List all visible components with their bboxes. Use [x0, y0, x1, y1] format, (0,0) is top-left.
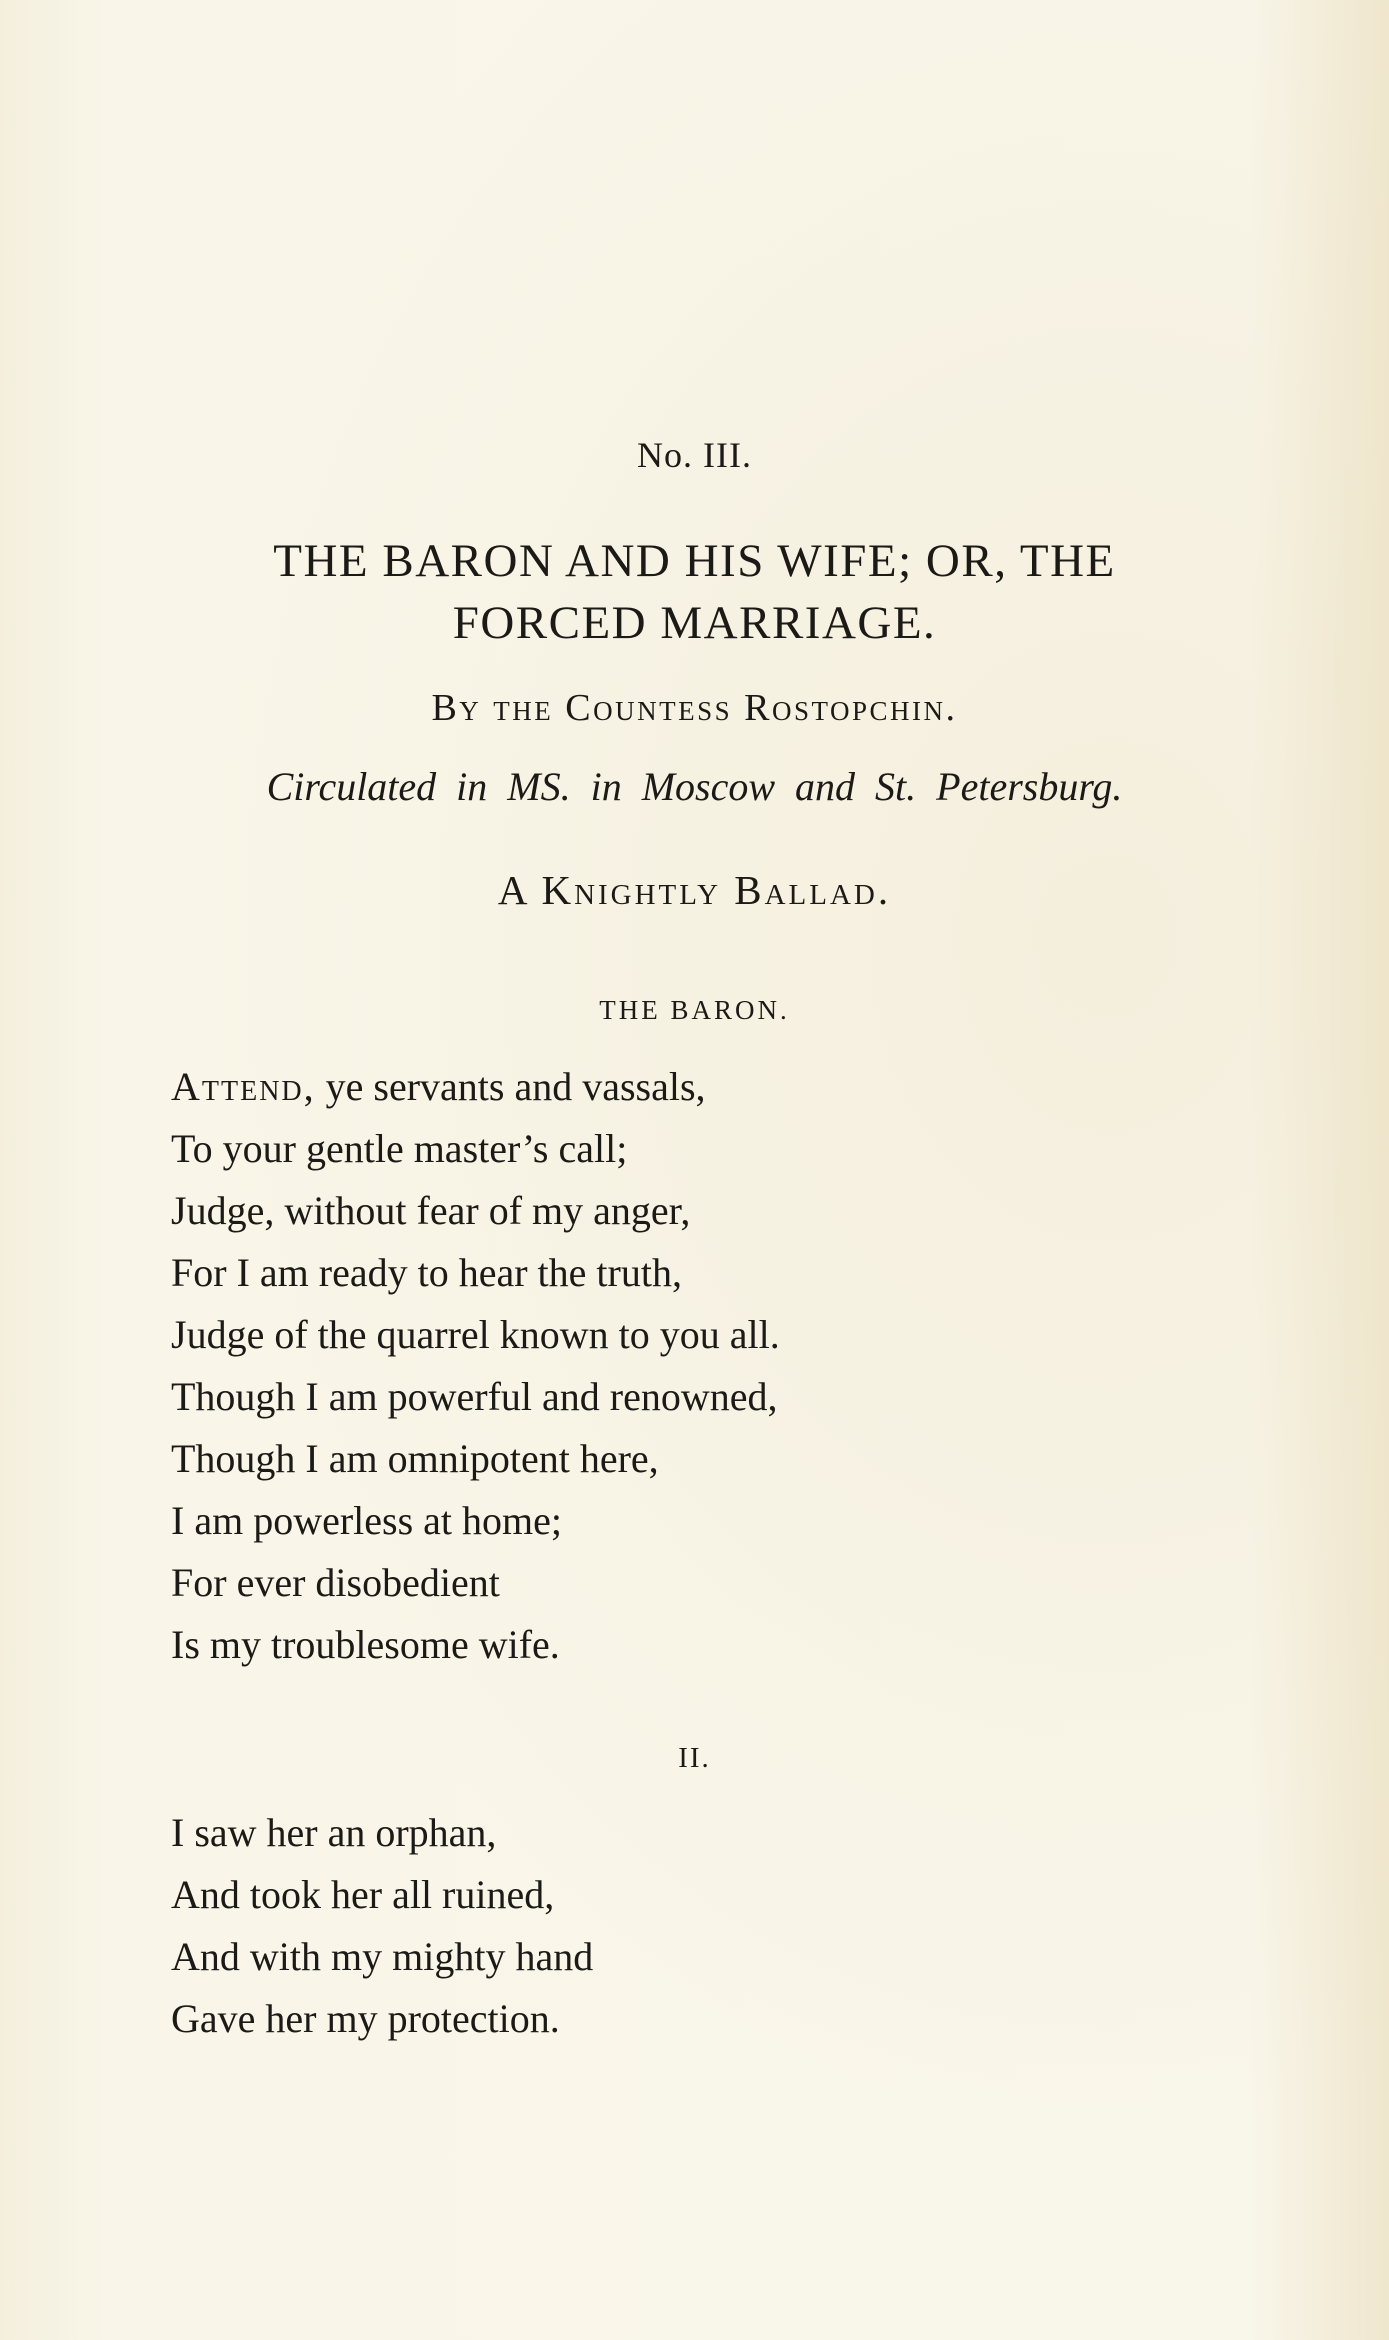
ballad-subtitle: A Knightly Ballad. [497, 867, 892, 913]
verse-line [171, 1056, 780, 1118]
verse-line: For I am ready to hear the truth, [171, 1250, 682, 1295]
verse-line: I saw her an orphan, [171, 1810, 497, 1855]
stanza-number: II. [678, 1742, 711, 1774]
verse-line: I am powerless at home; [171, 1498, 562, 1543]
speaker-heading: THE BARON. [599, 995, 790, 1025]
stanza-1 [171, 1056, 780, 1676]
verse-line-text: ye servants and vassals, [315, 1064, 706, 1109]
title-line-1: THE BARON AND HIS WIFE; OR, THE [273, 535, 1116, 587]
verse-line: Judge of the quarrel known to you all. [171, 1312, 780, 1357]
verse-line: To your gentle master’s call; [171, 1126, 628, 1171]
opening-word: Attend, [171, 1064, 316, 1109]
verse-line: Judge, without fear of my anger, [171, 1188, 691, 1233]
verse-line: Though I am powerful and renowned, [171, 1374, 778, 1419]
author-line: By the Countess Rostopchin. [431, 687, 958, 729]
verse-line: Gave her my protection. [171, 1996, 560, 2041]
ballad-title [0, 530, 1389, 654]
verse-line: And took her all ruined, [171, 1872, 555, 1917]
verse-line: And with my mighty hand [171, 1934, 594, 1979]
verse-line: For ever disobedient [171, 1560, 500, 1605]
chapter-number: No. III. [637, 435, 752, 475]
verse-line: Is my troublesome wife. [171, 1622, 560, 1667]
verse-line: Though I am omnipotent here, [171, 1436, 659, 1481]
circulation-note: Circulated in MS. in Moscow and St. Petersburg. [266, 764, 1123, 809]
title-line-2: FORCED MARRIAGE. [452, 597, 937, 649]
stanza-2 [171, 1802, 593, 2050]
